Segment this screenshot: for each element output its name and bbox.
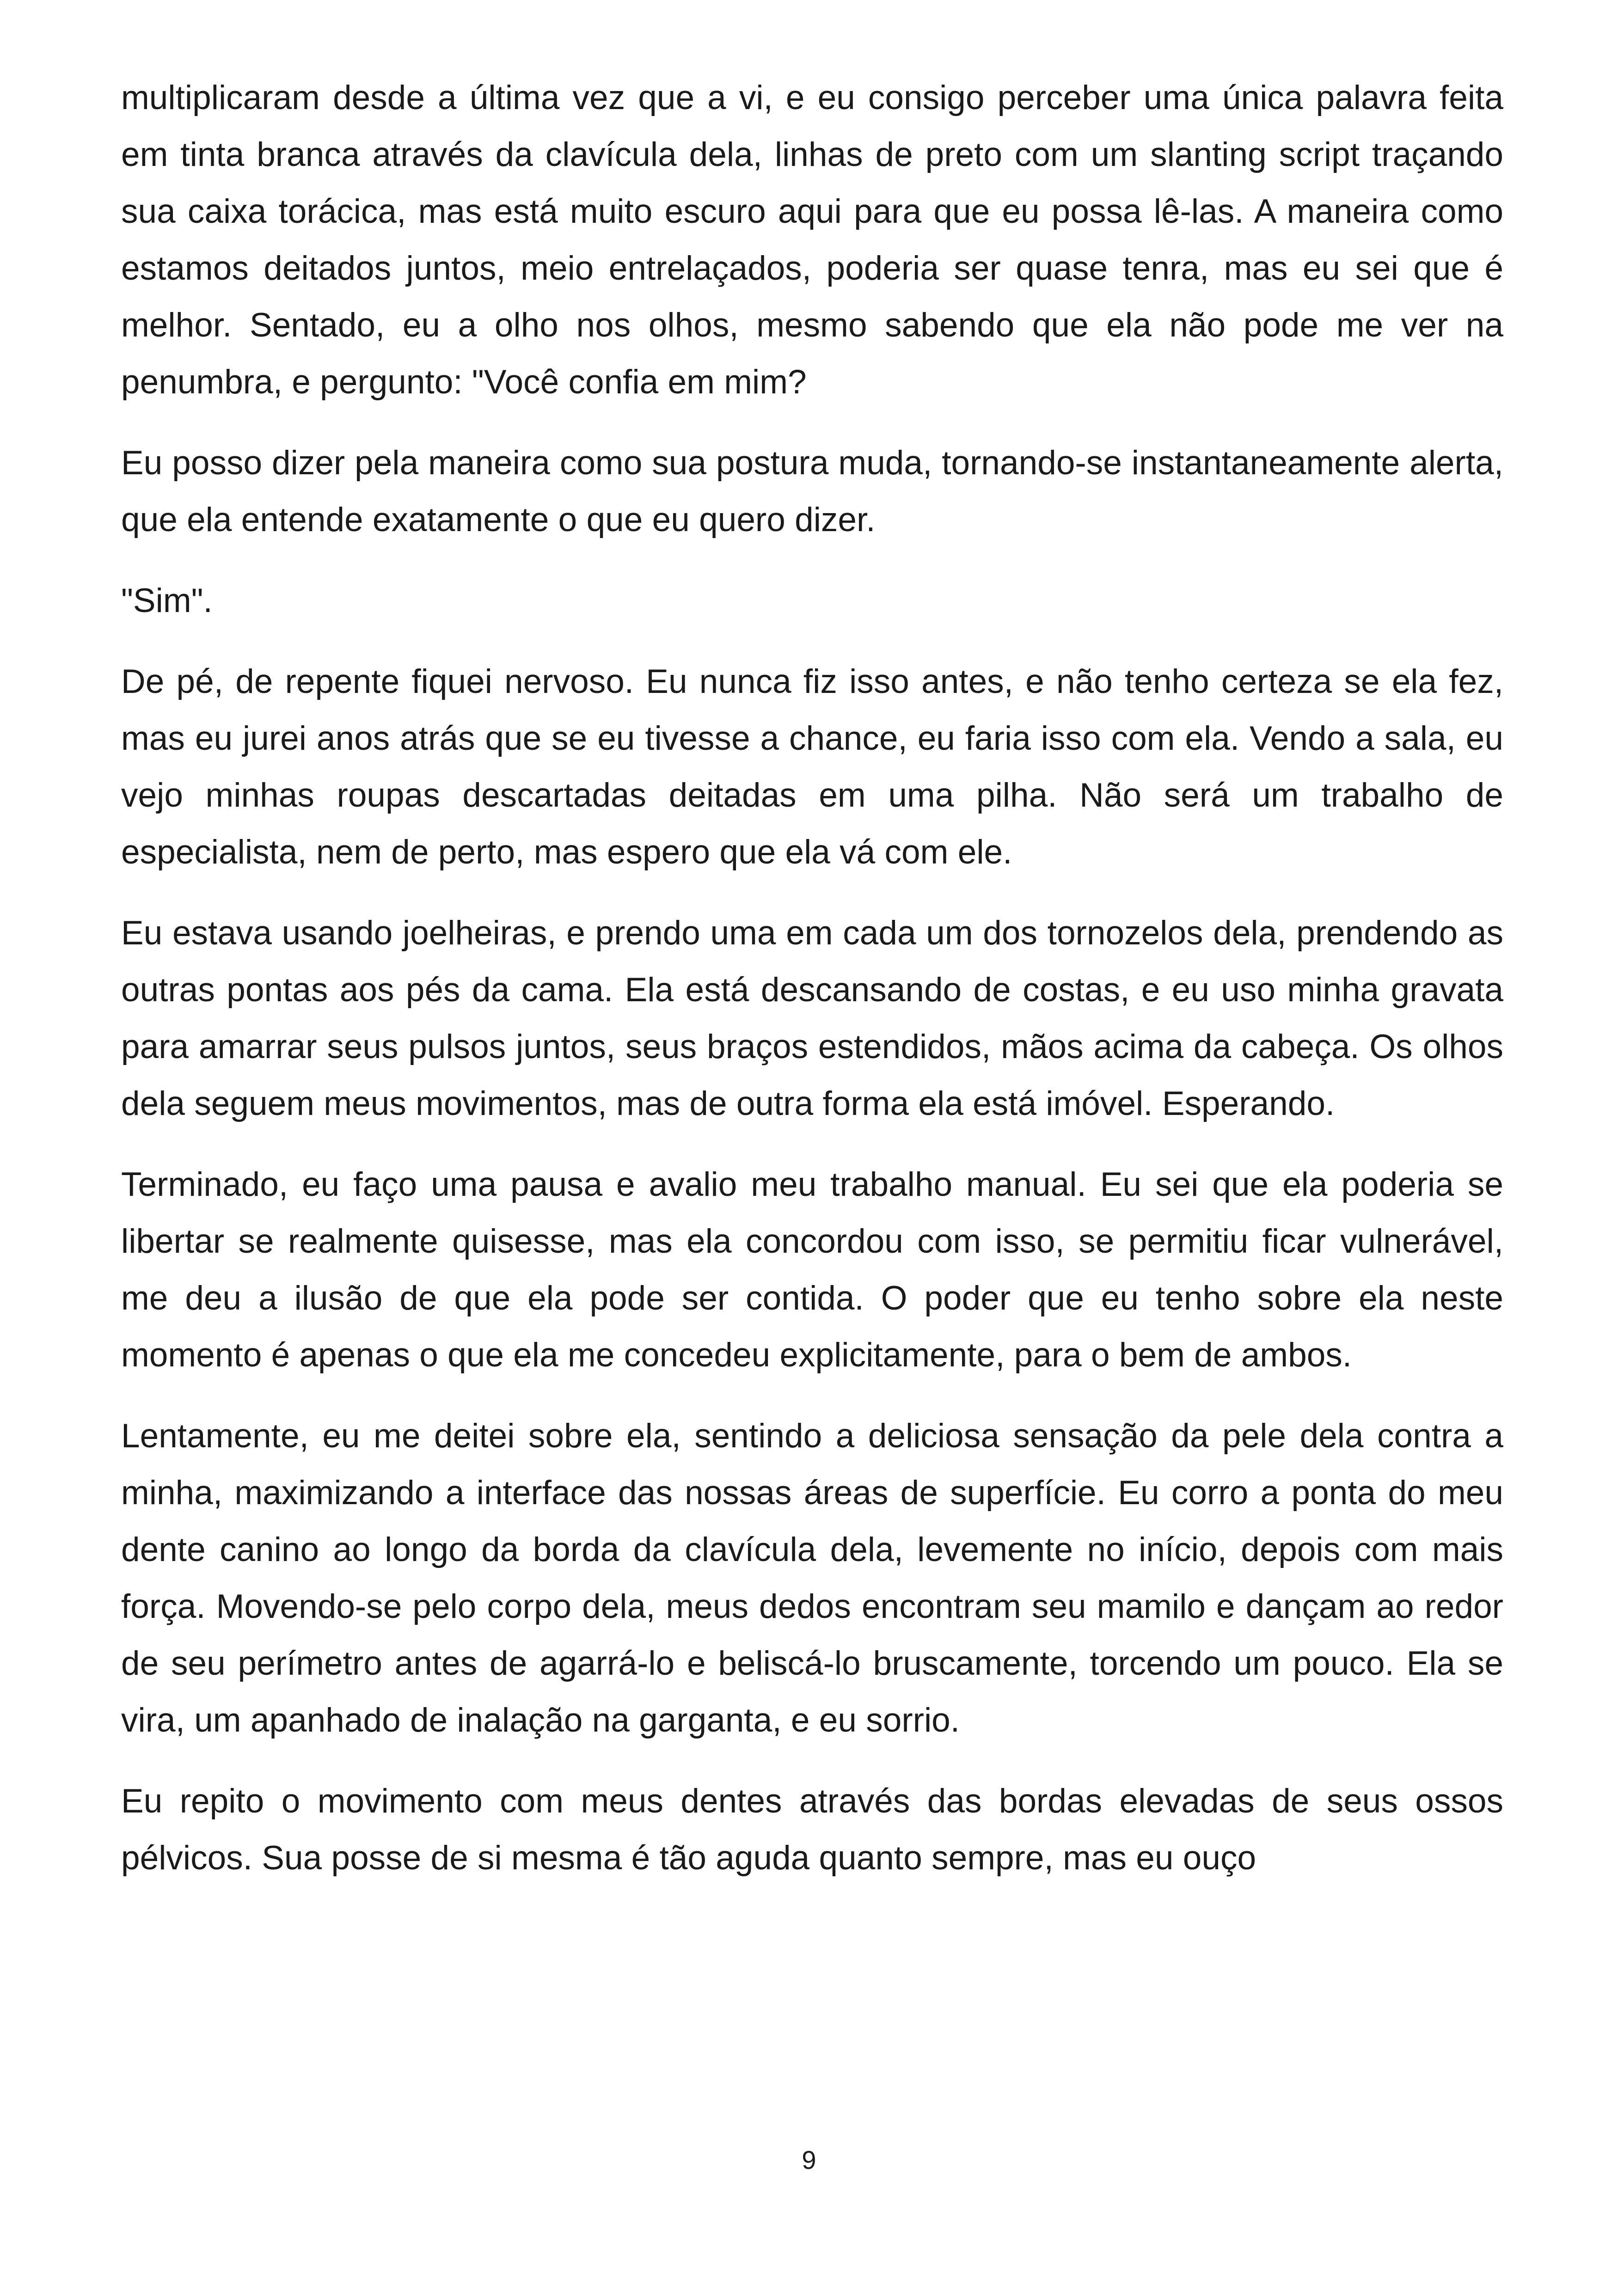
paragraph: Eu posso dizer pela maneira como sua postura muda, tornando-se instantaneamente alerta, que ela entende exatamente o que eu quero dizer.	[121, 444, 1503, 539]
paragraph: Eu estava usando joelheiras, e prendo uma em cada um dos tornozelos dela, prendendo as outras pontas aos pés da cama. Ela está descansando de costas, e eu uso minha gravata para amarrar seus pulsos juntos, seus braços estendidos, mãos acima da cabeça. Os olhos dela seguem meus movimentos, mas de outra forma ela está imóvel. Esperando.	[121, 914, 1503, 1122]
paragraph: Lentamente, eu me deitei sobre ela, sentindo a deliciosa sensação da pele dela contra a minha, maximizando a interface das nossas áreas de superfície. Eu corro a ponta do meu dente canino ao longo da borda da clavícula dela, levemente no início, depois com mais força. Movendo-se pelo corpo dela, meus dedos encontram seu mamilo e dançam ao redor de seu perímetro antes de agarrá-lo e beliscá-lo bruscamente, torcendo um pouco. Ela se vira, um apanhado de inalação na garganta, e eu sorrio.	[121, 1417, 1503, 1739]
page-number: 9	[802, 2145, 816, 2174]
paragraph: Terminado, eu faço uma pausa e avalio meu trabalho manual. Eu sei que ela poderia se libertar se realmente quisesse, mas ela concordou com isso, se permitiu ficar vulnerável, me deu a ilusão de que ela pode ser contida. O poder que eu tenho sobre ela neste momento é apenas o que ela me concedeu explicitamente, para o bem de ambos.	[121, 1166, 1503, 1374]
paragraph: multiplicaram desde a última vez que a vi, e eu consigo perceber uma única palavra feita em tinta branca através da clavícula dela, linhas de preto com um slanting script traçando sua caixa torácica, mas está muito escuro aqui para que eu possa lê-las. A maneira como estamos deitados juntos, meio entrelaçados, poderia ser quase tenra, mas eu sei que é melhor. Sentado, eu a olho nos olhos, mesmo sabendo que ela não pode me ver na penumbra, e pergunto: "Você confia em mim?	[121, 79, 1503, 401]
paragraph: "Sim".	[121, 582, 213, 619]
body-text	[121, 69, 1503, 1910]
paragraph: Eu repito o movimento com meus dentes através das bordas elevadas de seus ossos pélvicos. Sua posse de si mesma é tão aguda quanto sempre, mas eu ouço	[121, 1782, 1503, 1877]
paragraph: De pé, de repente fiquei nervoso. Eu nunca fiz isso antes, e não tenho certeza se ela fez, mas eu jurei anos atrás que se eu tivesse a chance, eu faria isso com ela. Vendo a sala, eu vejo minhas roupas descartadas deitadas em uma pilha. Não será um trabalho de especialista, nem de perto, mas espero que ela vá com ele.	[121, 663, 1503, 871]
